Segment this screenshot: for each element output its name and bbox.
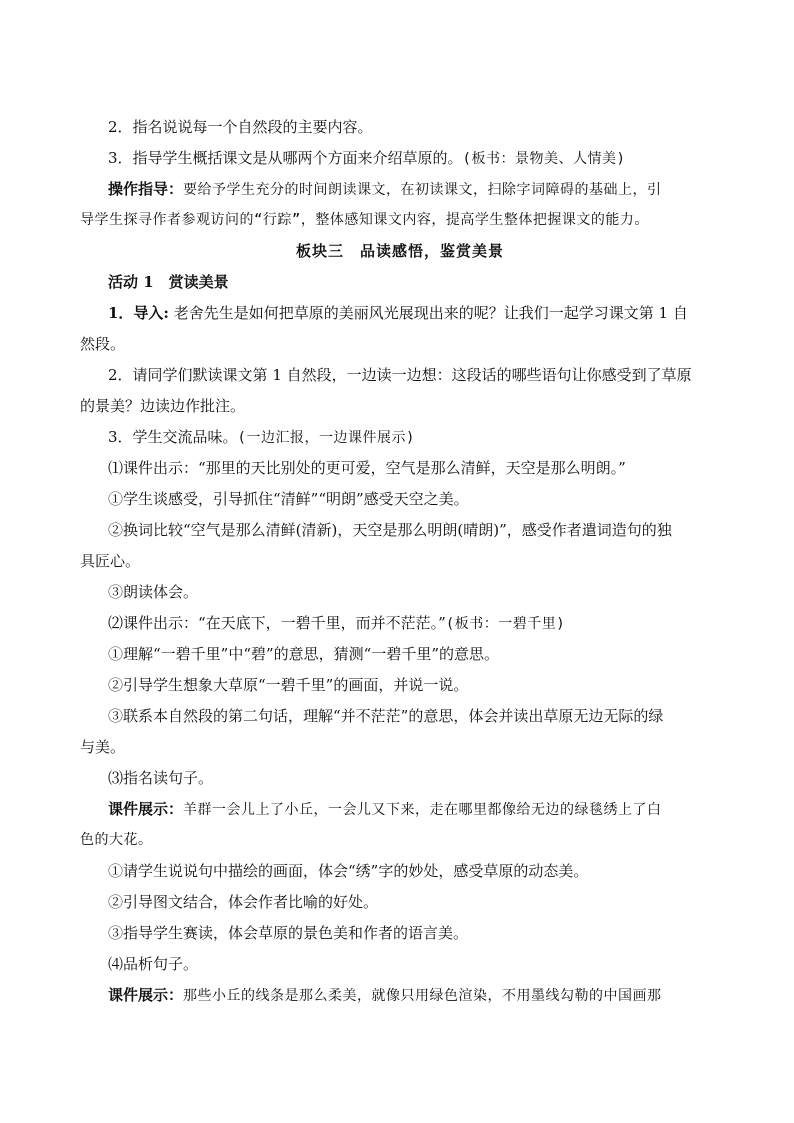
text-line: [80, 794, 720, 825]
line-text: ②换词比较“空气是那么清鲜(清新)，天空是那么明朗(晴朗)”，感受作者遣词造句的独: [108, 521, 672, 539]
text-line: [80, 608, 720, 639]
text-line: [80, 329, 720, 360]
text-line: [80, 484, 720, 515]
line-text: 具匠心。: [80, 552, 141, 570]
activity-heading: [80, 267, 720, 298]
text-line: [80, 515, 720, 546]
text-line: [80, 887, 720, 918]
text-line: [80, 546, 720, 577]
text-line: [80, 143, 720, 174]
line-text: ①学生谈感受，引导抓住“清鲜”“明朗”感受天空之美。: [108, 490, 469, 508]
line-text: 然段。: [80, 335, 126, 353]
section-title: 板块三 品读感悟，鉴赏美景: [295, 242, 504, 260]
document-page: [80, 112, 720, 1011]
text-line: [80, 112, 720, 143]
line-text: 3．学生交流品味。: [108, 428, 238, 446]
text-line: [80, 670, 720, 701]
section-heading: [80, 236, 720, 267]
courseware-label: 课件展示：: [108, 986, 184, 1004]
text-line: [80, 825, 720, 856]
line-text: ①理解“一碧千里”中“碧”的意思，猜测“一碧千里”的意思。: [108, 645, 500, 663]
note-text: (一边汇报，一边课件展示): [237, 430, 415, 446]
text-line: [80, 298, 720, 329]
text-line: [80, 980, 720, 1011]
blackboard-note: (板书：一碧千里): [445, 616, 566, 632]
line-text: 老舍先生是如何把草原的美丽风光展现出来的呢？让我们一起学习课文第 1 自: [168, 304, 688, 322]
text-line: [80, 732, 720, 763]
line-text: ②引导图文结合，体会作者比喻的好处。: [108, 893, 379, 911]
text-line: [80, 422, 720, 453]
line-text: 色的大花。: [80, 832, 153, 848]
line-text: 的景美？边读边作批注。: [80, 397, 246, 415]
line-text: 与美。: [80, 738, 126, 756]
text-line: [80, 918, 720, 949]
operation-guide-label: 操作指导：: [108, 180, 184, 198]
courseware-label: 课件展示：: [108, 800, 184, 818]
blackboard-note: (板书：景物美、人情美): [462, 151, 626, 167]
text-line: [80, 174, 720, 205]
line-text: 2．指名说说每一个自然段的主要内容。: [108, 118, 373, 136]
text-line: [80, 701, 720, 732]
line-text: 2．请同学们默读课文第 1 自然段，一边读一边想：这段话的哪些语句让你感受到了草原: [108, 366, 692, 384]
line-text: ⑶指名读句子。: [108, 769, 214, 787]
text-line: [80, 453, 720, 484]
line-text: ③朗读体会。: [108, 583, 199, 601]
line-text: 导学生探寻作者参观访问的“行踪”，整体感知课文内容，提高学生整体把握课文的能力。: [80, 212, 649, 228]
text-line: [80, 577, 720, 608]
line-text: ②引导学生想象大草原“一碧千里”的画面，并说一说。: [108, 676, 469, 694]
line-text: ③指导学生赛读，体会草原的景色美和作者的语言美。: [108, 924, 469, 942]
activity-title: 活动 1 赏读美景: [108, 273, 229, 291]
line-text: ③联系本自然段的第二句话，理解“并不茫茫”的意思，体会并读出草原无边无际的绿: [108, 707, 664, 725]
text-line: [80, 949, 720, 980]
line-text: 那些小丘的线条是那么柔美，就像只用绿色渲染，不用墨线勾勒的中国画那: [183, 988, 662, 1004]
text-line: [80, 763, 720, 794]
line-text: 3．指导学生概括课文是从哪两个方面来介绍草原的。: [108, 149, 463, 167]
line-text: 羊群一会儿上了小丘，一会儿又下来，走在哪里都像给无边的绿毯绣上了白: [183, 802, 662, 818]
line-text: ⑴课件出示：“那里的天比别处的更可爱，空气是那么清鲜，天空是那么明朗。”: [108, 459, 626, 477]
text-line: [80, 391, 720, 422]
text-line: [80, 205, 720, 236]
line-text: ⑷品析句子。: [108, 955, 199, 973]
text-line: [80, 639, 720, 670]
intro-label: 1．导入:: [108, 304, 169, 322]
text-line: [80, 360, 720, 391]
line-text: ①请学生说说句中描绘的画面，体会“绣”字的妙处，感受草原的动态美。: [108, 862, 589, 880]
line-text: ⑵课件出示：“在天底下，一碧千里，而并不茫茫。”: [108, 614, 446, 632]
text-line: [80, 856, 720, 887]
line-text: 要给予学生充分的时间朗读课文，在初读课文，扫除字词障碍的基础上，引: [183, 182, 662, 198]
